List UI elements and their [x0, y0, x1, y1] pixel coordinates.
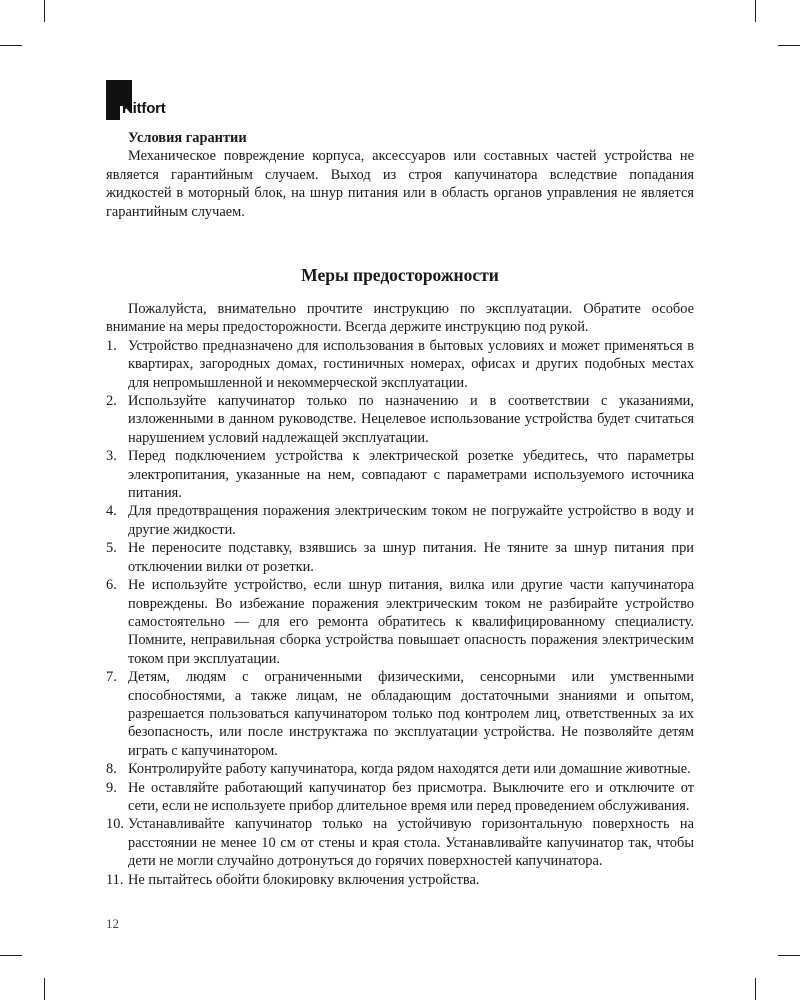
- item-number: 3.: [106, 448, 117, 465]
- item-number: 9.: [106, 779, 117, 796]
- list-item: [106, 871, 694, 889]
- crop-mark: [778, 955, 800, 956]
- item-text: Не пытайтесь обойти блокировку включения устройства.: [128, 871, 480, 888]
- item-text: Используйте капучинатор только по назначению и в соответствии с указаниями, изложенными в данном руководстве. Нецелевое использование устройства будет считаться нарушением условий надлежащей эксплуатации.: [128, 393, 694, 446]
- item-number: 10.: [106, 816, 124, 833]
- precautions-title: Меры предосторожности: [301, 265, 499, 285]
- warranty-title: Условия гарантии: [128, 130, 247, 146]
- item-text: Не используйте устройство, если шнур питания, вилка или другие части капучинатора повреждены. Во избежание поражения электрическим током не разбирайте устройство самостоятельно — для его ремонта обратитесь к квалифицированному специалисту. Помните, неправильная сборка устройства повышает опасность поражения электрическим током при эксплуатации.: [128, 577, 694, 667]
- crop-mark: [755, 0, 756, 22]
- item-number: 5.: [106, 540, 117, 557]
- item-number: 4.: [106, 503, 117, 520]
- item-number: 11.: [106, 871, 124, 888]
- item-number: 1.: [106, 337, 117, 354]
- precautions-section: [106, 300, 694, 889]
- list-item: [106, 576, 694, 668]
- item-text: Контролируйте работу капучинатора, когда рядом находятся дети или домашние животные.: [128, 761, 691, 778]
- list-item: [106, 539, 694, 576]
- crop-mark: [755, 978, 756, 1000]
- list-item: [106, 502, 694, 539]
- item-text: Перед подключением устройства к электрической розетке убедитесь, что параметры электропитания, указанные на нем, совпадают с параметрами используемого источника питания.: [128, 448, 694, 502]
- list-item: [106, 815, 694, 870]
- list-item: [106, 337, 694, 392]
- list-item: [106, 392, 694, 447]
- brand-name: Kitfort: [122, 100, 166, 117]
- crop-mark: [44, 0, 45, 22]
- item-text: Не переносите подставку, взявшись за шнур питания. Не тяните за шнур питания при отключении вилки от розетки.: [128, 540, 694, 575]
- list-item: [106, 760, 694, 778]
- item-text: Устройство предназначено для использования в бытовых условиях и может применяться в квартирах, загородных домах, гостиничных номерах, офисах и других подобных местах для непромышленной и некоммерческой эксплуатации.: [128, 337, 694, 391]
- list-item: [106, 447, 694, 502]
- precautions-intro: Пожалуйста, внимательно прочтите инструкцию по эксплуатации. Обратите особое внимание на меры предосторожности. Всегда держите инструкцию под рукой.: [106, 301, 694, 336]
- crop-mark: [44, 978, 45, 1000]
- item-text: Не оставляйте работающий капучинатор без присмотра. Выключите его и отключите от сети, если не используете прибор длительное время или перед проведением обслуживания.: [128, 779, 694, 814]
- page-number: 12: [106, 916, 119, 931]
- precautions-list: [106, 337, 694, 889]
- crop-mark: [0, 45, 22, 46]
- item-number: 7.: [106, 669, 117, 686]
- item-text: Устанавливайте капучинатор только на устойчивую горизонтальную поверхность на расстоянии не менее 10 см от стены и края стола. Устанавливайте капучинатор так, чтобы дети не могли случайно дотронуться до горячих поверхностей капучинатора.: [128, 816, 694, 870]
- list-item: [106, 779, 694, 816]
- item-number: 8.: [106, 761, 117, 778]
- crop-mark: [778, 45, 800, 46]
- list-item: [106, 668, 694, 760]
- crop-mark: [0, 955, 22, 956]
- warranty-text: Механическое повреждение корпуса, аксессуаров или составных частей устройства не является гарантийным случаем. Выход из строя капучинатора вследствие попадания жидкостей в моторный блок, на шнур питания или в область органов управления не является гарантийным случаем.: [106, 148, 694, 220]
- warranty-section: [106, 129, 694, 221]
- item-text: Для предотвращения поражения электрическим током не погружайте устройство в воду и другие жидкости.: [128, 503, 694, 538]
- brand-logo: [106, 80, 166, 120]
- item-number: 2.: [106, 393, 117, 410]
- item-text: Детям, людям с ограниченными физическими, сенсорными или умственными способностями, а также лицам, не обладающим достаточными знаниями и опытом, разрешается пользоваться капучинатором только под контролем лиц, ответственных за их безопасность, или после инструктажа по эксплуатации устройства. Не позволяйте детям играть с капучинатором.: [128, 669, 694, 759]
- item-number: 6.: [106, 577, 117, 594]
